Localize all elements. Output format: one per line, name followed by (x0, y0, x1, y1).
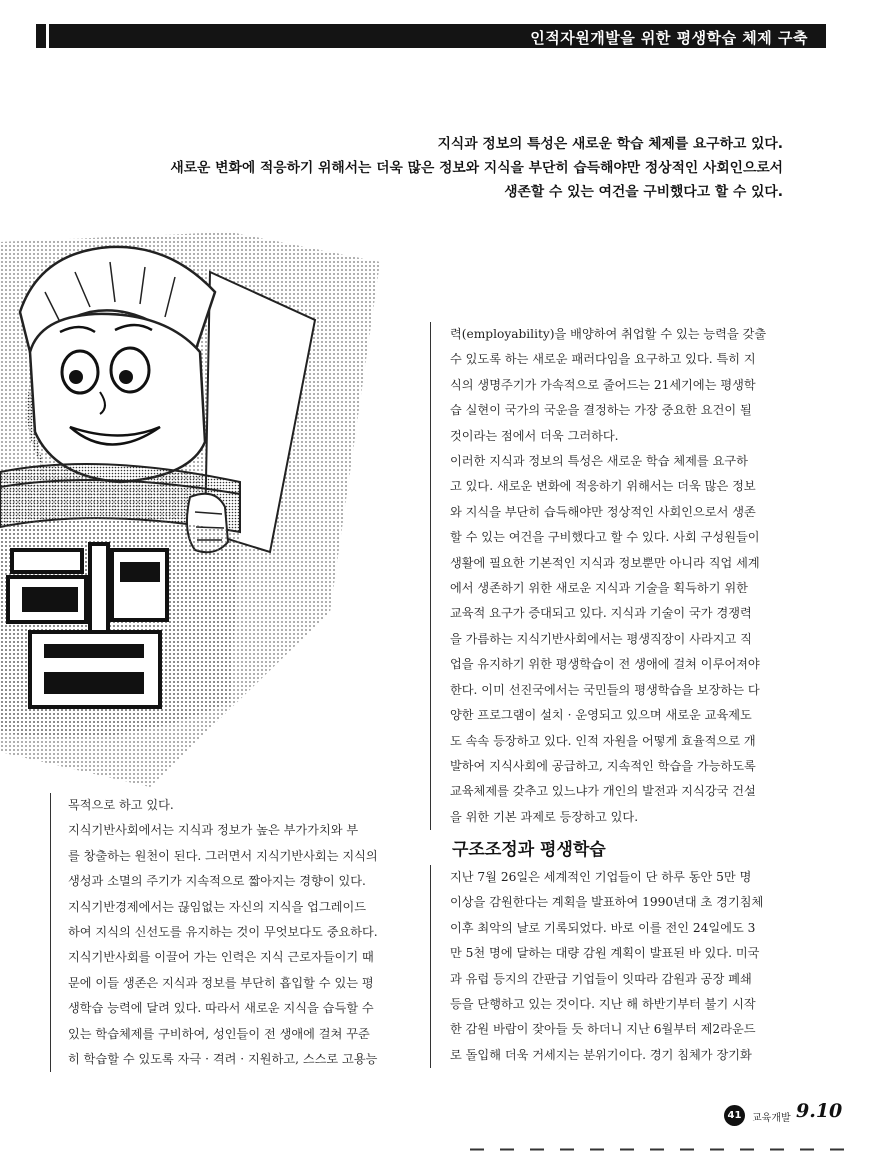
header-title: 인적자원개발을 위한 평생학습 체제 구축 (530, 29, 808, 47)
paragraph-line: 교육적 요구가 증대되고 있다. 지식과 기술이 국가 경쟁력 (450, 606, 752, 621)
paragraph-line: 할 수 있는 여건을 구비했다고 할 수 있다. 사회 구성원들이 (450, 530, 760, 545)
paragraph-line: 생활에 필요한 기본적인 지식과 정보뿐만 아니라 직업 세계 (450, 555, 760, 570)
bottom-dash-border (470, 1148, 850, 1151)
paragraph-line: 수 있도록 하는 새로운 패러다임을 요구하고 있다. 특히 지 (450, 352, 756, 367)
paragraph-line: 생학습 능력에 달려 있다. 따라서 새로운 지식을 습득할 수 (68, 1001, 374, 1016)
lead-line: 생존할 수 있는 여건을 구비했다고 할 수 있다. (504, 184, 783, 200)
paragraph-line: 발하여 지식사회에 공급하고, 지속적인 학습을 가능하도록 (450, 758, 756, 773)
column-rule (430, 865, 431, 1068)
paragraph-line: 있는 학습체제를 구비하여, 성인들이 전 생애에 걸쳐 꾸준 (68, 1026, 370, 1041)
cartoon-illustration (0, 232, 380, 787)
paragraph-line: 등을 단행하고 있는 것이다. 지난 해 하반기부터 불기 시작 (450, 997, 756, 1012)
paragraph-line: 양한 프로그램이 설치 · 운영되고 있으며 새로운 교육제도 (450, 708, 752, 723)
paragraph-line: 문에 이들 생존은 지식과 정보를 부단히 흡입할 수 있는 평 (68, 975, 374, 990)
right-column-top (430, 322, 815, 830)
paragraph-line: 을 가름하는 지식기반사회에서는 평생직장이 사라지고 직 (450, 631, 752, 646)
paragraph-line: 고 있다. 새로운 변화에 적응하기 위해서는 더욱 많은 정보 (450, 479, 756, 494)
paragraph-line: 를 창출하는 원천이 된다. 그러면서 지식기반사회는 지식의 (68, 848, 378, 863)
section-heading: 구조조정과 평생학습 (452, 840, 606, 860)
paragraph-line: 지식기반사회에서는 지식과 정보가 높은 부가가치와 부 (68, 823, 359, 838)
magazine-name: 교육개발 (752, 1113, 791, 1124)
paragraph-line: 목적으로 하고 있다. (68, 798, 174, 812)
paragraph-line: 과 유럽 등지의 간판급 기업들이 잇따라 감원과 공장 폐쇄 (450, 971, 752, 986)
paragraph-line: 로 돌입해 더욱 거세지는 분위기이다. 경기 침체가 장기화 (450, 1047, 752, 1062)
paragraph-line: 지식기반경제에서는 끊임없는 자신의 지식을 업그레이드 (68, 899, 367, 914)
paragraph-line: 업을 유지하기 위한 평생학습이 전 생애에 걸쳐 이루어져야 (450, 657, 760, 672)
paragraph-line: 만 5천 명에 달하는 대량 감원 계획이 발표된 바 있다. 미국 (450, 946, 760, 961)
paragraph-line: 한다. 이미 선진국에서는 국민들의 평생학습을 보장하는 다 (450, 682, 760, 697)
paragraph-line: 을 위한 기본 과제로 등장하고 있다. (450, 809, 639, 824)
header-notch (46, 24, 49, 48)
lead-text (163, 132, 783, 204)
right-column-bottom (430, 865, 815, 1068)
column-rule (430, 322, 431, 830)
paragraph-line: 도 속속 등장하고 있다. 인적 자원을 어떻게 효율적으로 개 (450, 733, 756, 748)
page-number: 41 (724, 1105, 745, 1126)
paragraph-line: 생성과 소멸의 주기가 지속적으로 짧아지는 경향이 있다. (68, 874, 366, 889)
paragraph-line: 이상을 감원한다는 계획을 발표하여 1990년대 초 경기침체 (450, 895, 764, 910)
paragraph-line: 력(employability)을 배양하여 취업할 수 있는 능력을 갖출 (450, 327, 767, 341)
lead-line: 지식과 정보의 특성은 새로운 학습 체제를 요구하고 있다. (437, 136, 783, 152)
paragraph-line: 것이라는 점에서 더욱 그러하다. (450, 428, 619, 443)
lead-line: 새로운 변화에 적응하기 위해서는 더욱 많은 정보와 지식을 부단히 습득해야만 정상적인 사회인으로서 (170, 160, 783, 176)
left-column (50, 793, 428, 1072)
paragraph-line: 이러한 지식과 정보의 특성은 새로운 학습 체제를 요구하 (450, 454, 748, 469)
paragraph-line: 지식기반사회를 이끌어 가는 인력은 지식 근로자들이기 때 (68, 950, 374, 965)
paragraph-line: 지난 7월 26일은 세계적인 기업들이 단 하루 동안 5만 명 (450, 870, 752, 884)
paragraph-line: 에서 생존하기 위한 새로운 지식과 기술을 획득하기 위한 (450, 581, 748, 596)
paragraph-line: 히 학습할 수 있도록 자극 · 격려 · 지원하고, 스스로 고용능 (68, 1052, 378, 1067)
issue-number: 9.10 (796, 1100, 843, 1122)
page-footer (724, 1100, 843, 1130)
column-rule (50, 793, 51, 1072)
paragraph-line: 교육체제를 갖추고 있느냐가 개인의 발전과 지식강국 건설 (450, 784, 756, 799)
paragraph-line: 습 실현이 국가의 국운을 결정하는 가장 중요한 요건이 될 (450, 403, 752, 418)
paragraph-line: 와 지식을 부단히 습득해야만 정상적인 사회인으로서 생존 (450, 504, 756, 519)
paragraph-line: 하여 지식의 신선도를 유지하는 것이 무엇보다도 중요하다. (68, 925, 378, 940)
header-bar (36, 24, 826, 48)
paragraph-line: 식의 생명주기가 가속적으로 줄어드는 21세기에는 평생학 (450, 377, 756, 392)
paragraph-line: 이후 최악의 날로 기록되었다. 바로 이를 전인 24일에도 3 (450, 920, 756, 935)
paragraph-line: 한 감원 바람이 잦아들 듯 하더니 지난 6월부터 제2라운드 (450, 1022, 756, 1037)
